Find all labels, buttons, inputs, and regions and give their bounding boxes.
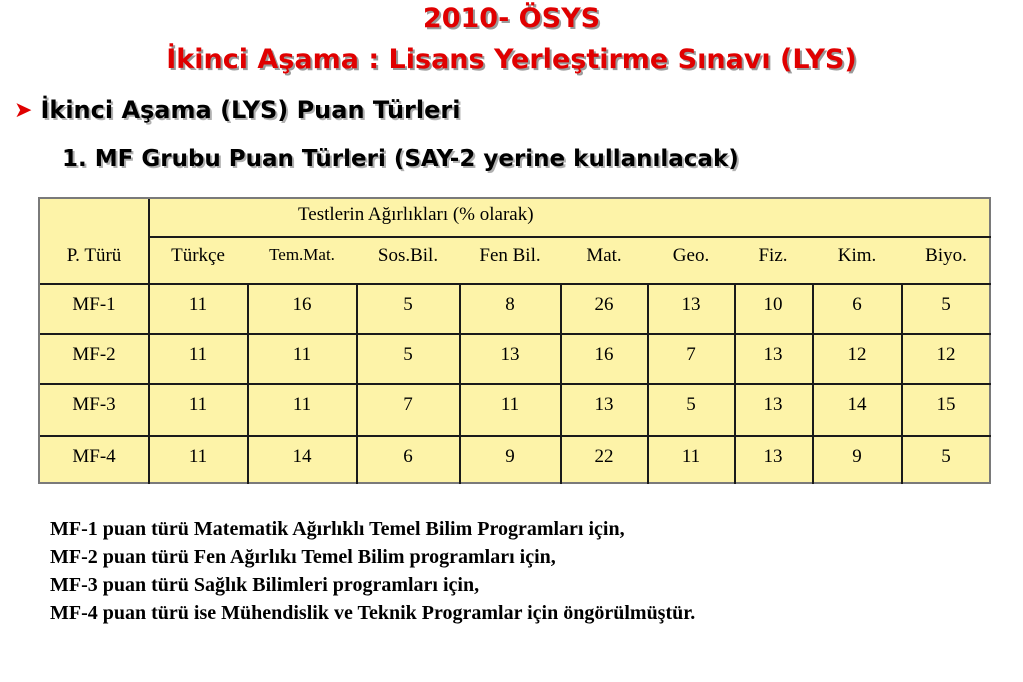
column-header-sos-bil: Sos.Bil. bbox=[377, 245, 439, 266]
table-cell-fen-bil: 11 bbox=[500, 394, 520, 415]
column-header-fen-bil: Fen Bil. bbox=[479, 245, 541, 266]
table-divider bbox=[40, 333, 991, 335]
table-cell-kim: 6 bbox=[852, 294, 862, 315]
table-divider bbox=[148, 236, 991, 238]
table-divider bbox=[40, 435, 991, 437]
table-cell-fen-bil: 9 bbox=[505, 446, 515, 467]
column-header-mat: Mat. bbox=[586, 245, 622, 266]
row-label: MF-3 bbox=[72, 394, 116, 415]
row-label: MF-4 bbox=[72, 446, 116, 467]
column-header-fiz: Fiz. bbox=[758, 245, 788, 266]
table-cell-tem-mat: 11 bbox=[292, 394, 312, 415]
table-cell-mat: 22 bbox=[594, 446, 614, 467]
table-cell-fen-bil: 8 bbox=[505, 294, 515, 315]
table-divider bbox=[40, 383, 991, 385]
table-cell-biyo: 12 bbox=[936, 344, 956, 365]
table-divider bbox=[812, 283, 814, 484]
table-cell-mat: 26 bbox=[594, 294, 614, 315]
table-cell-sos-bil: 5 bbox=[403, 294, 413, 315]
note-line: MF-2 puan türü Fen Ağırlıkı Temel Bilim programları için, bbox=[50, 546, 556, 568]
table-cell-biyo: 5 bbox=[941, 446, 951, 467]
table-divider bbox=[148, 199, 150, 484]
column-header-tem-mat: Tem.Mat. bbox=[269, 245, 335, 264]
column-header-biyo: Biyo. bbox=[925, 245, 967, 266]
table-divider bbox=[734, 283, 736, 484]
table-cell-biyo: 15 bbox=[936, 394, 956, 415]
table-cell-kim: 14 bbox=[847, 394, 867, 415]
row-label: MF-2 bbox=[72, 344, 116, 365]
table-cell-sos-bil: 6 bbox=[403, 446, 413, 467]
bullet-heading bbox=[14, 96, 460, 124]
table-cell-sos-bil: 5 bbox=[403, 344, 413, 365]
column-header-turkce: Türkçe bbox=[171, 245, 225, 266]
table-cell-biyo: 5 bbox=[941, 294, 951, 315]
table-cell-geo: 7 bbox=[686, 344, 696, 365]
table-cell-kim: 9 bbox=[852, 446, 862, 467]
table-cell-kim: 12 bbox=[847, 344, 867, 365]
table-divider bbox=[247, 283, 249, 484]
note-line: MF-1 puan türü Matematik Ağırlıklı Temel Bilim Programları için, bbox=[50, 518, 625, 540]
slide-subtitle: İkinci Aşama : Lisans Yerleştirme Sınavı (LYS) bbox=[166, 44, 857, 75]
column-header-geo: Geo. bbox=[672, 245, 710, 266]
table-cell-mat: 16 bbox=[594, 344, 614, 365]
slide-title: 2010- ÖSYS bbox=[422, 3, 601, 34]
table-cell-mat: 13 bbox=[594, 394, 614, 415]
arrow-bullet-icon: ➤ bbox=[14, 97, 33, 123]
table-cell-fiz: 10 bbox=[763, 294, 783, 315]
note-line: MF-3 puan türü Sağlık Bilimleri programları için, bbox=[50, 574, 480, 596]
table-divider bbox=[560, 283, 562, 484]
table-cell-turkce: 11 bbox=[188, 394, 208, 415]
column-header-p-turu: P. Türü bbox=[66, 245, 122, 266]
note-line: MF-4 puan türü ise Mühendislik ve Teknik Programlar için öngörülmüştür. bbox=[50, 602, 696, 624]
subheading: 1. MF Grubu Puan Türleri (SAY-2 yerine kullanılacak) bbox=[62, 146, 739, 172]
table-cell-sos-bil: 7 bbox=[403, 394, 413, 415]
table-cell-fen-bil: 13 bbox=[500, 344, 520, 365]
notes-block bbox=[50, 515, 695, 627]
table-divider bbox=[40, 283, 991, 285]
table-cell-tem-mat: 14 bbox=[292, 446, 312, 467]
table-cell-geo: 11 bbox=[681, 446, 701, 467]
table-cell-geo: 5 bbox=[686, 394, 696, 415]
table-cell-fiz: 13 bbox=[763, 446, 783, 467]
score-weights-table bbox=[38, 197, 991, 484]
table-divider bbox=[647, 283, 649, 484]
column-header-kim: Kim. bbox=[837, 245, 877, 266]
table-cell-tem-mat: 11 bbox=[292, 344, 312, 365]
bullet-heading-text: İkinci Aşama (LYS) Puan Türleri bbox=[40, 96, 461, 124]
table-divider bbox=[901, 283, 903, 484]
table-group-header: Testlerin Ağırlıkları (% olarak) bbox=[298, 204, 534, 225]
table-cell-turkce: 11 bbox=[188, 294, 208, 315]
table-cell-fiz: 13 bbox=[763, 394, 783, 415]
table-cell-turkce: 11 bbox=[188, 446, 208, 467]
table-divider bbox=[356, 283, 358, 484]
row-label: MF-1 bbox=[72, 294, 116, 315]
table-cell-tem-mat: 16 bbox=[292, 294, 312, 315]
table-cell-fiz: 13 bbox=[763, 344, 783, 365]
table-cell-turkce: 11 bbox=[188, 344, 208, 365]
table-divider bbox=[459, 283, 461, 484]
table-cell-geo: 13 bbox=[681, 294, 701, 315]
